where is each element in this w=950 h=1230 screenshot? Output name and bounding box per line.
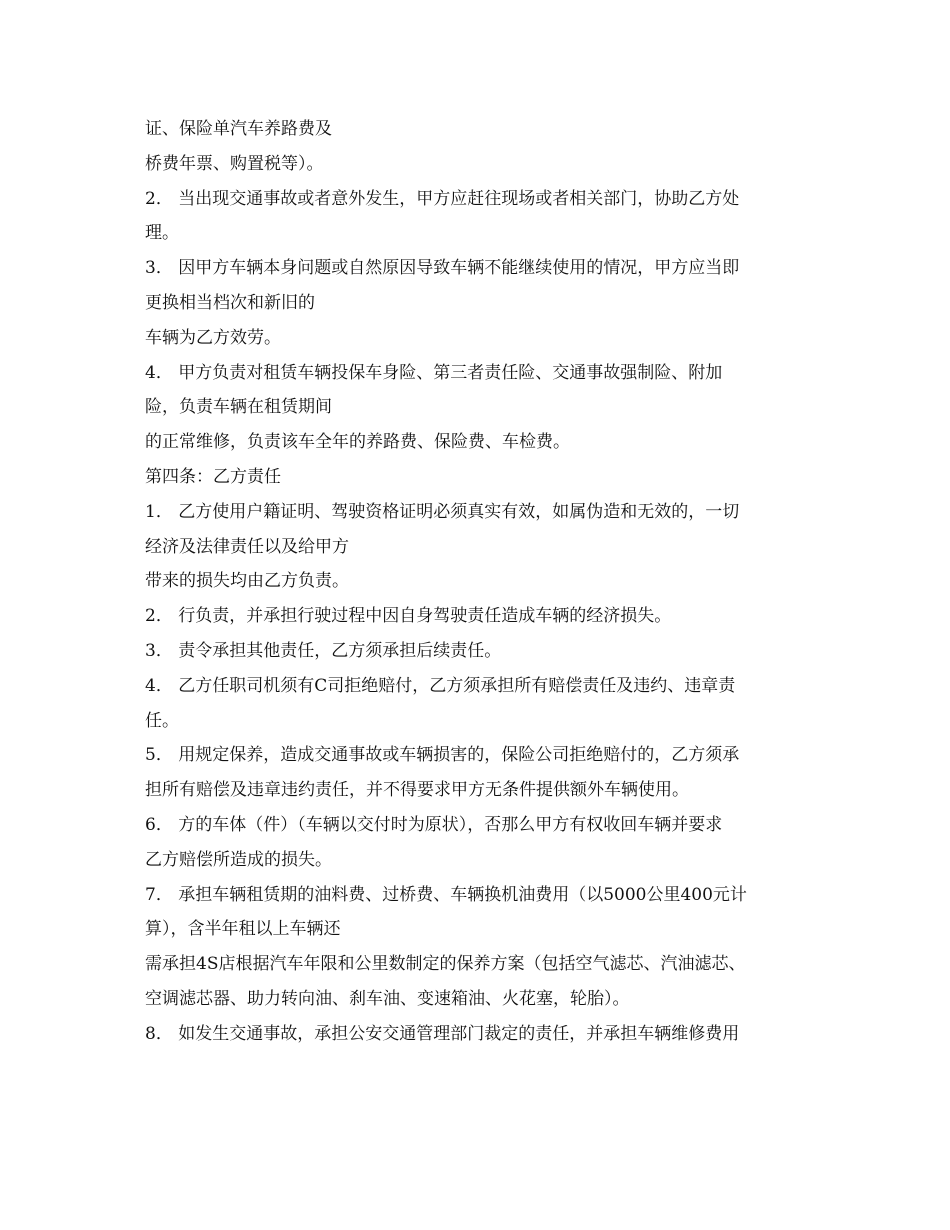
text-line: 4． 甲方负责对租赁车辆投保车身险、第三者责任险、交通事故强制险、附加 (145, 362, 723, 383)
text-line: 险，负责车辆在租赁期间 (145, 397, 332, 418)
text-line: 空调滤芯器、助力转向油、刹车油、变速箱油、火花塞，轮胎）。 (145, 988, 630, 1009)
text-line: 理。 (145, 223, 179, 244)
document-body (145, 112, 810, 1052)
text-line: 6． 方的车体（件）（车辆以交付时为原状），否那么甲方有权收回车辆并要求 (145, 814, 723, 835)
text-line: 担所有赔偿及违章违约责任，并不得要求甲方无条件提供额外车辆使用。 (145, 780, 689, 801)
text-line: 2． 行负责，并承担行驶过程中因自身驾驶责任造成车辆的经济损失。 (145, 606, 672, 627)
text-line: 5． 用规定保养，造成交通事故或车辆损害的，保险公司拒绝赔付的，乙方须承 (145, 745, 740, 766)
text-line: 3． 因甲方车辆本身问题或自然原因导致车辆不能继续使用的情况，甲方应当即 (145, 258, 740, 279)
text-line: 证、保险单汽车养路费及 (145, 119, 332, 139)
text-line: 3． 责令承担其他责任，乙方须承担后续责任。 (145, 640, 502, 661)
text-line: 7． 承担车辆租赁期的油料费、过桥费、车辆换机油费用（以5000公里400元计 (145, 884, 747, 905)
text-line: 的正常维修，负责该车全年的养路费、保险费、车检费。 (145, 432, 570, 453)
text-line: 2． 当出现交通事故或者意外发生，甲方应赶往现场或者相关部门，协助乙方处 (145, 188, 740, 209)
text-line: 1． 乙方使用户籍证明、驾驶资格证明必须真实有效，如属伪造和无效的，一切 (145, 501, 740, 522)
section-heading: 第四条：乙方责任 (145, 466, 281, 487)
text-line: 4． 乙方任职司机须有C司拒绝赔付，乙方须承担所有赔偿责任及违约、违章责 (145, 675, 736, 696)
text-line: 需承担4S店根据汽车年限和公里数制定的保养方案（包括空气滤芯、汽油滤芯、 (145, 954, 746, 975)
text-line: 更换相当档次和新旧的 (145, 292, 315, 313)
text-line: 带来的损失均由乙方负责。 (145, 571, 349, 592)
text-line: 乙方赔偿所造成的损失。 (145, 849, 332, 870)
text-line: 经济及法律责任以及给甲方 (145, 536, 349, 557)
text-line: 车辆为乙方效劳。 (145, 327, 281, 348)
text-line: 桥费年票、购置税等）。 (145, 153, 324, 174)
text-line: 算），含半年租以上车辆还 (145, 919, 341, 940)
text-line: 8． 如发生交通事故，承担公安交通管理部门裁定的责任，并承担车辆维修费用 (145, 1023, 740, 1044)
text-line: 任。 (145, 710, 179, 731)
